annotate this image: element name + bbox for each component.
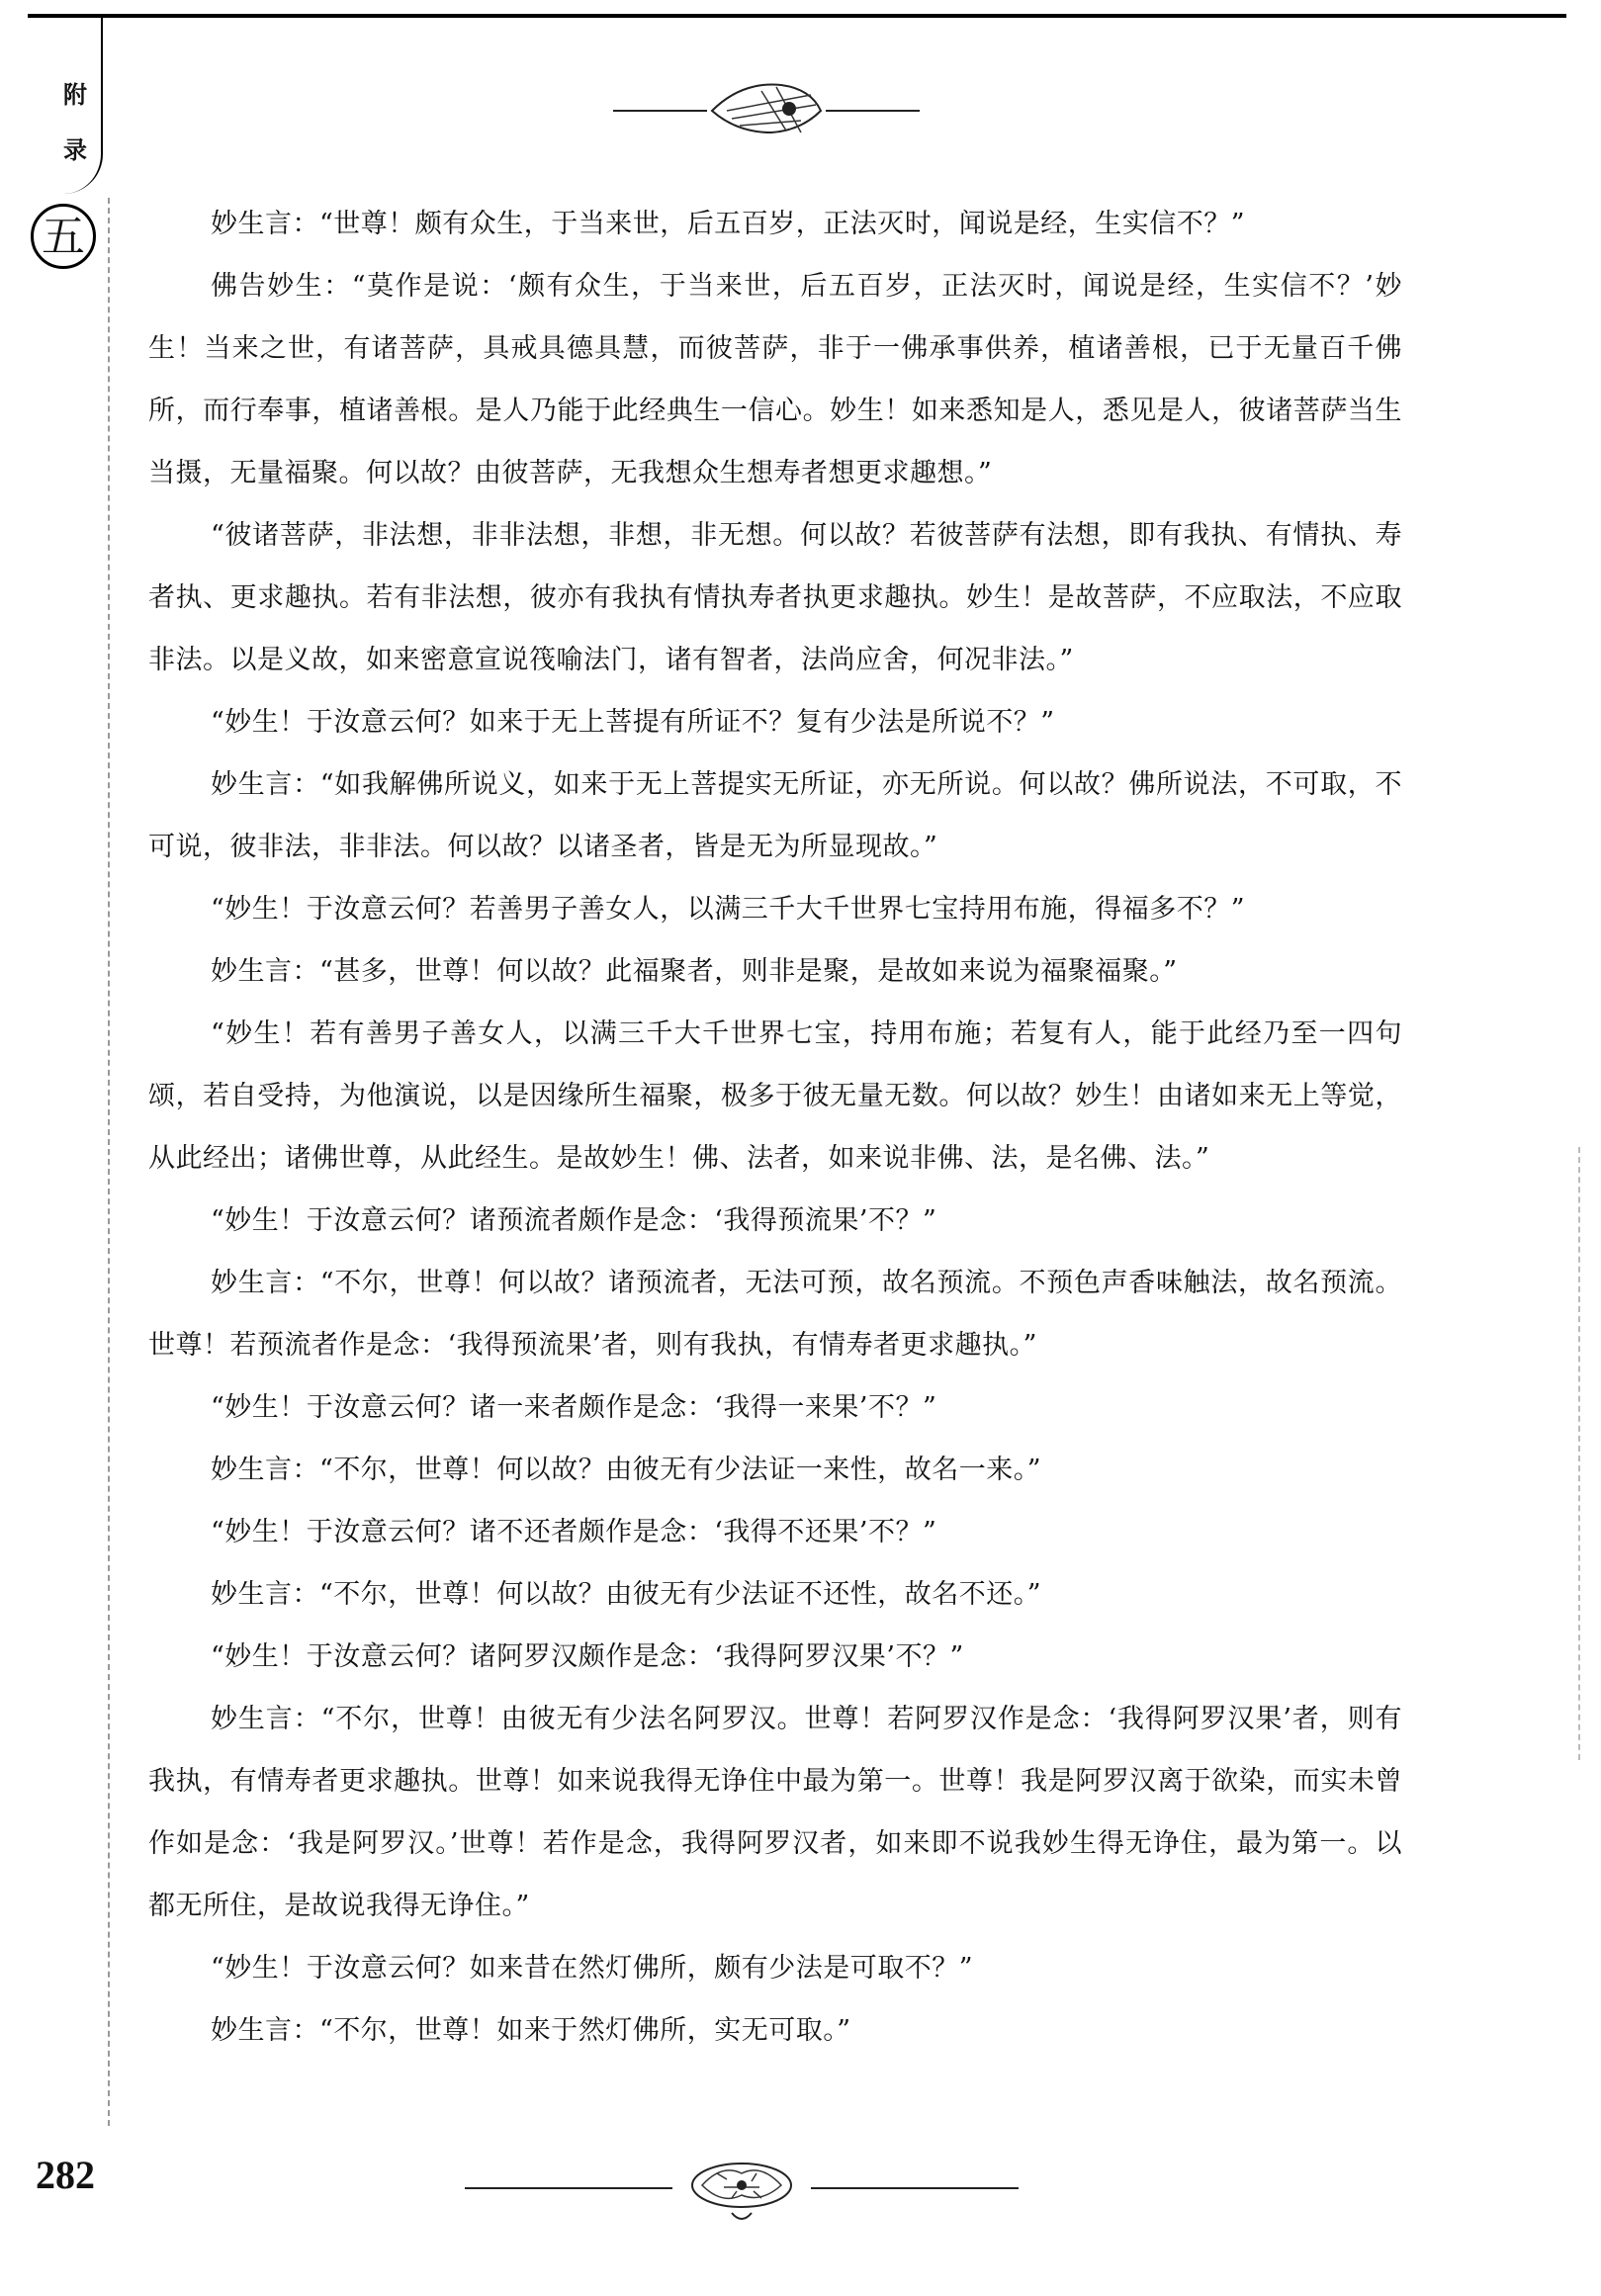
section-number-badge: 五 <box>31 204 96 269</box>
paragraph: 妙生言：“不尔，世尊！由彼无有少法名阿罗汉。世尊！若阿罗汉作是念：‘我得阿罗汉果’者，则有我执，有情寿者更求趣执。世尊！如来说我得无诤住中最为第一。世尊！我是阿罗汉离于欲染，而实未曾作如是念：‘我是阿罗汉。’世尊！若作是念，我得阿罗汉者，如来即不说我妙生得无诤住，最为第一。以都无所住，是故说我得无诤住。” <box>148 1704 1402 1921</box>
right-margin-line <box>1578 1147 1580 1760</box>
paragraph: “妙生！于汝意云何？诸一来者颇作是念：‘我得一来果’不？” <box>211 1392 937 1423</box>
paragraph: “彼诸菩萨，非法想，非非法想，非想，非无想。何以故？若彼菩萨有法想，即有我执、有情执、寿者执、更求趣执。若有非法想，彼亦有我执有情执寿者执更求趣执。妙生！是故菩萨，不应取法，不应取非法。以是义故，如来密意宣说筏喻法门，诸有智者，法尚应舍，何况非法。” <box>148 520 1402 675</box>
appendix-char-1: 附 <box>63 80 87 109</box>
paragraph: “妙生！于汝意云何？诸阿罗汉颇作是念：‘我得阿罗汉果’不？” <box>211 1641 964 1672</box>
paragraph: “妙生！若有善男子善女人，以满三千大千世界七宝，持用布施；若复有人，能于此经乃至一四句颂，若自受持，为他演说，以是因缘所生福聚，极多于彼无量无数。何以故？妙生！由诸如来无上等觉，从此经出；诸佛世尊，从此经生。是故妙生！佛、法者，如来说非佛、法，是名佛、法。” <box>148 1018 1402 1174</box>
paragraph: 妙生言：“甚多，世尊！何以故？此福聚者，则非是聚，是故如来说为福聚福聚。” <box>211 956 1178 987</box>
paragraph: 妙生言：“不尔，世尊！何以故？由彼无有少法证一来性，故名一来。” <box>211 1455 1042 1485</box>
paragraph: 妙生言：“如我解佛所说义，如来于无上菩提实无所证，亦无所说。何以故？佛所说法，不可取，不可说，彼非法，非非法。何以故？以诸圣者，皆是无为所显现故。” <box>148 769 1402 862</box>
paragraph: “妙生！于汝意云何？若善男子善女人，以满三千大千世界七宝持用布施，得福多不？” <box>211 894 1246 925</box>
paragraph: 佛告妙生：“莫作是说：‘颇有众生，于当来世，后五百岁，正法灭时，闻说是经，生实信不？’妙生！当来之世，有诸菩萨，具戒具德具慧，而彼菩萨，非于一佛承事供养，植诸善根，已于无量百千佛所，而行奉事，植诸善根。是人乃能于此经典生一信心。妙生！如来悉知是人，悉见是人，彼诸菩萨当生当摄，无量福聚。何以故？由彼菩萨，无我想众生想寿者想更求趣想。” <box>148 271 1402 488</box>
paragraph: “妙生！于汝意云何？如来于无上菩提有所证不？复有少法是所说不？” <box>211 707 1055 738</box>
body-text <box>148 193 1402 2062</box>
paragraph: 妙生言：“不尔，世尊！如来于然灯佛所，实无可取。” <box>211 2015 851 2046</box>
margin-line <box>108 198 110 2126</box>
paragraph: “妙生！于汝意云何？诸预流者颇作是念：‘我得预流果’不？” <box>211 1205 937 1236</box>
page-number: 282 <box>36 2153 95 2197</box>
paragraph: 妙生言：“不尔，世尊！何以故？由彼无有少法证不还性，故名不还。” <box>211 1579 1042 1610</box>
paragraph: 妙生言：“不尔，世尊！何以故？诸预流者，无法可预，故名预流。不预色声香味触法，故名预流。世尊！若预流者作是念：‘我得预流果’者，则有我执，有情寿者更求趣执。” <box>148 1268 1402 1361</box>
paragraph: 妙生言：“世尊！颇有众生，于当来世，后五百岁，正法灭时，闻说是经，生实信不？” <box>211 209 1246 239</box>
paragraph: “妙生！于汝意云何？诸不还者颇作是念：‘我得不还果’不？” <box>211 1517 937 1547</box>
top-rule <box>28 14 1566 18</box>
appendix-char-2: 录 <box>63 135 87 164</box>
header-ornament <box>613 71 920 150</box>
paragraph: “妙生！于汝意云何？如来昔在然灯佛所，颇有少法是可取不？” <box>211 1953 974 1984</box>
footer-ornament <box>465 2144 1019 2233</box>
